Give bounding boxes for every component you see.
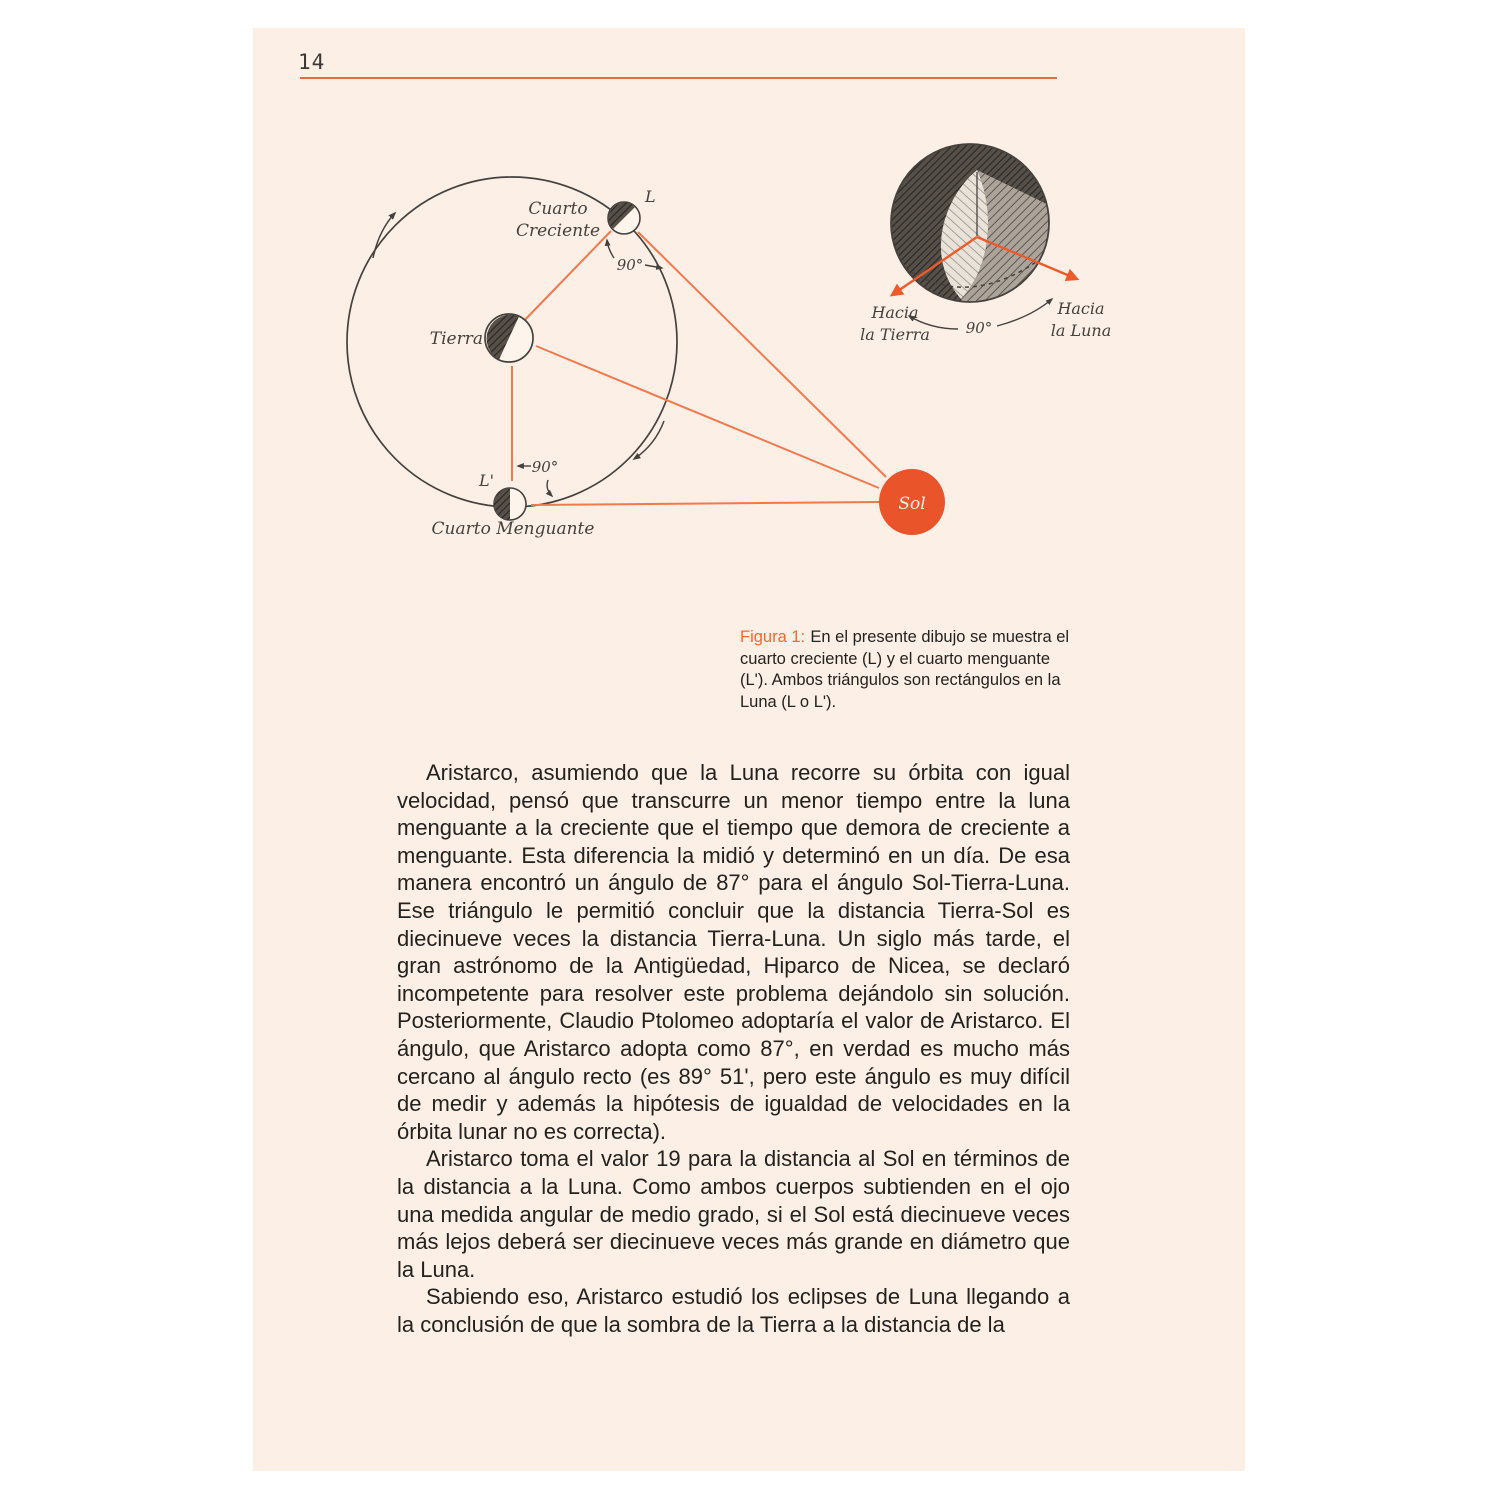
angle-arrow-icon bbox=[607, 240, 614, 258]
toward-moon-label-line1: Hacia bbox=[1057, 299, 1105, 318]
moon-last-quarter-label: L' bbox=[478, 471, 494, 490]
toward-earth-label-line1: Hacia bbox=[871, 303, 919, 322]
paragraph-1: Aristarco, asumiendo que la Luna recorre su órbita con igual velocidad, pensó que transcurre un menor tiempo entre la luna menguante a la creciente que el tiempo que demora de creciente a menguante. Esta diferencia la midió y determinó en un día. De esa manera encontró un ángulo de 87° para el ángulo Sol-Tierra-Luna. Ese triángulo le permitió concluir que la distancia Tierra-Sol es diecinueve veces la distancia Tierra-Luna. Un siglo más tarde, el gran astrónomo de la Antigüedad, Hiparco de Nicea, se declaró incompetente para resolver este problema dejándolo sin solución. Posteriormente, Claudio Ptolomeo adoptaría el valor de Aristarco. El ángulo, que Aristarco adopta como 87°, en verdad es mucho más cercano al ángulo recto (es 89° 51', pero este ángulo es muy difícil de medir y además la hipótesis de igualdad de velocidades en la órbita lunar no es correcta). bbox=[397, 760, 1070, 1144]
figure-caption-number: Figura 1: bbox=[740, 628, 806, 646]
first-quarter-angle-label: 90° bbox=[616, 256, 644, 274]
cuarto-menguante-label: Cuarto Menguante bbox=[431, 519, 595, 539]
figure-caption-text: En el presente dibujo se muestra el cuarto creciente (L) y el cuarto menguante (L'). Ambos triángulos son rectángulos en la Luna (L o L'). bbox=[740, 628, 1070, 711]
sun-label: Sol bbox=[898, 494, 926, 514]
figure-caption bbox=[740, 627, 1070, 713]
orbit-direction-arrow-icon bbox=[634, 421, 664, 459]
book-page bbox=[253, 28, 1245, 1471]
moon-first-quarter-label: L bbox=[645, 187, 656, 206]
angle-arrow-icon bbox=[547, 480, 552, 496]
paragraph-3: Sabiendo eso, Aristarco estudió los eclipses de Luna llegando a la conclusión de que la sombra de la Tierra a la distancia de la bbox=[397, 1284, 1070, 1337]
cuarto-creciente-label-line1: Cuarto bbox=[528, 199, 588, 219]
earth-to-first-quarter-line bbox=[520, 231, 611, 325]
body-text bbox=[397, 759, 1070, 1338]
figure-1-diagram bbox=[293, 118, 1193, 608]
sight-lines bbox=[512, 231, 886, 505]
cuarto-creciente-label-line2: Creciente bbox=[515, 221, 601, 241]
earth-label: Tierra bbox=[429, 329, 483, 349]
paragraph-2: Aristarco toma el valor 19 para la distancia al Sol en términos de la distancia a la Luna. Como ambos cuerpos subtienden en el ojo una medida angular de medio grado, si el Sol está diecinueve veces más lejos deberá ser diecinueve veces más grande en diámetro que la Luna. bbox=[397, 1146, 1070, 1282]
toward-earth-label-line2: la Tierra bbox=[860, 325, 930, 344]
header-rule bbox=[300, 77, 1057, 79]
moon-last-quarter-shadow bbox=[494, 488, 510, 520]
last-quarter-angle-label: 90° bbox=[531, 458, 559, 476]
page-number: 14 bbox=[298, 50, 326, 74]
inset-angle-label: 90° bbox=[965, 319, 993, 337]
last-quarter-to-sun-line bbox=[531, 502, 879, 505]
orbit-direction-arrow-icon bbox=[373, 213, 395, 258]
earth-to-sun-line bbox=[536, 346, 879, 488]
toward-moon-label-line2: la Luna bbox=[1050, 321, 1112, 340]
inset-angle-arc bbox=[997, 299, 1052, 326]
